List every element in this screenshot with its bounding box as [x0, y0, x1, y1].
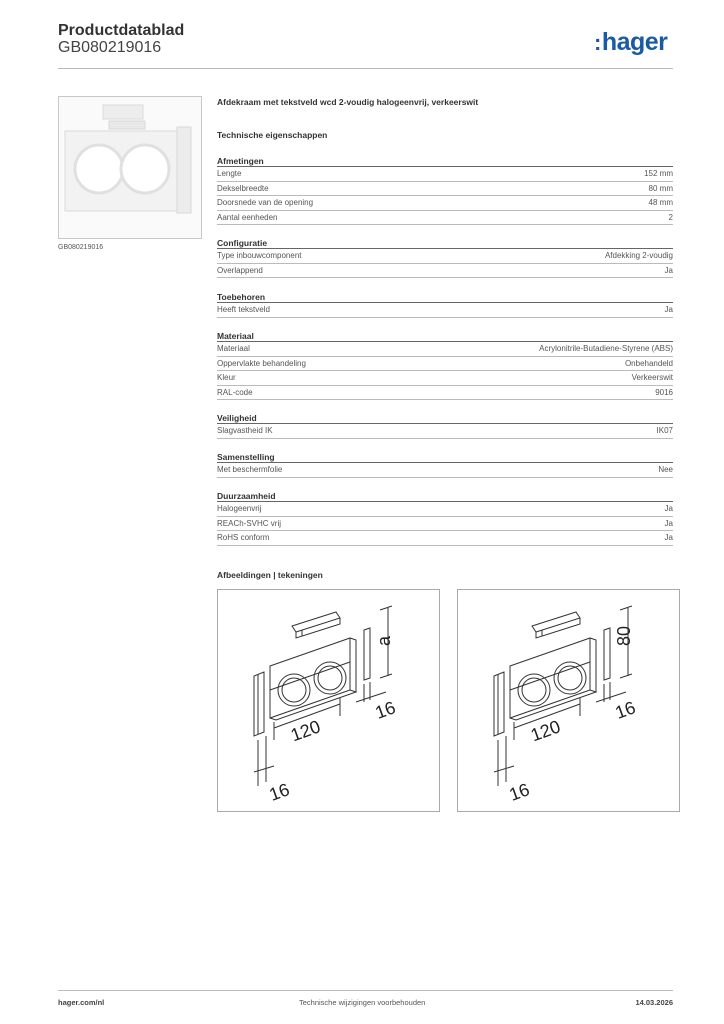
- section-accessories: [217, 291, 673, 318]
- footer-divider: [58, 990, 673, 991]
- spec-label: RAL-code: [217, 387, 253, 397]
- spec-value: Ja: [664, 518, 673, 528]
- photo-caption: GB080219016: [58, 244, 104, 251]
- spec-row: [217, 167, 673, 182]
- logo-text: hager: [601, 28, 668, 56]
- spec-value: Nee: [658, 465, 673, 474]
- spec-label: Lengte: [217, 169, 242, 178]
- spec-row: [217, 531, 673, 546]
- section-title: Toebehoren: [217, 291, 673, 303]
- spec-value: Ja: [664, 305, 673, 314]
- spec-row: [217, 196, 673, 211]
- technical-drawing: [217, 589, 440, 812]
- footer-website-link[interactable]: hager.com/nl: [58, 998, 105, 1007]
- spec-value: Acrylonitrile-Butadiene-Styrene (ABS): [539, 344, 673, 353]
- spec-label: REACh-SVHC vrij: [217, 518, 282, 528]
- technical-properties-title: Technische eigenschappen: [217, 130, 328, 140]
- spec-label: RoHS conform: [217, 533, 270, 543]
- product-code: GB080219016: [58, 39, 162, 56]
- spec-value: 48 mm: [648, 198, 673, 208]
- product-description: Afdekraam met tekstveld wcd 2-voudig halogeenvrij, verkeerswit: [217, 97, 479, 107]
- technical-drawing: [457, 589, 680, 812]
- spec-value: Ja: [664, 265, 673, 275]
- spec-row: [217, 211, 673, 226]
- spec-row: [217, 357, 673, 372]
- spec-label: Met beschermfolie: [217, 465, 283, 474]
- spec-label: Materiaal: [217, 344, 250, 353]
- drawing-svg: [218, 590, 439, 811]
- section-title: Samenstelling: [217, 451, 673, 463]
- section-safety: [217, 412, 673, 439]
- spec-row: [217, 502, 673, 517]
- spec-row: [217, 463, 673, 478]
- hager-logo: :hager: [594, 28, 668, 56]
- spec-label: Doorsnede van de opening: [217, 198, 314, 208]
- spec-label: Halogeenvrij: [217, 504, 262, 513]
- section-title: Afmetingen: [217, 155, 673, 167]
- footer-date: 14.03.2026: [635, 998, 673, 1007]
- spec-label: Heeft tekstveld: [217, 305, 270, 314]
- spec-value: 2: [668, 212, 673, 222]
- spec-value: Onbehandeld: [624, 358, 673, 368]
- section-composition: [217, 451, 673, 478]
- section-title: Materiaal: [217, 330, 673, 342]
- dim-width-label: 120: [527, 716, 564, 746]
- section-dimensions: [217, 155, 673, 225]
- spec-row: [217, 424, 673, 439]
- spec-value: Verkeerswit: [631, 373, 673, 383]
- spec-label: Kleur: [217, 373, 236, 383]
- spec-row: [217, 386, 673, 401]
- section-configuration: [217, 237, 673, 278]
- section-title: Duurzaamheid: [217, 490, 673, 502]
- spec-value: Ja: [664, 504, 673, 513]
- spec-value: 9016: [655, 387, 673, 397]
- drawing-svg: [458, 590, 679, 811]
- dim-depth-label: 16: [506, 779, 533, 805]
- document-title: Productdatablad: [58, 22, 185, 39]
- section-title: Configuratie: [217, 237, 673, 249]
- section-sustainability: [217, 490, 673, 546]
- spec-row: [217, 342, 673, 357]
- dim-height-label: a: [374, 635, 394, 646]
- dim-depth-label: 16: [266, 779, 293, 805]
- dim-side-label: 16: [612, 697, 639, 723]
- spec-row: [217, 182, 673, 197]
- dim-height-label: 80: [614, 625, 634, 646]
- spec-label: Aantal eenheden: [217, 212, 278, 222]
- spec-row: [217, 264, 673, 279]
- header-divider: [58, 68, 673, 69]
- spec-label: Oppervlakte behandeling: [217, 358, 306, 368]
- spec-label: Dekselbreedte: [217, 183, 269, 193]
- product-illustration: [59, 97, 201, 238]
- footer-disclaimer: Technische wijzigingen voorbehouden: [299, 998, 426, 1007]
- spec-row: [217, 371, 673, 386]
- spec-row: [217, 303, 673, 318]
- spec-row: [217, 517, 673, 532]
- dim-side-label: 16: [372, 697, 399, 723]
- spec-value: IK07: [656, 426, 673, 435]
- spec-value: Ja: [664, 533, 673, 543]
- product-image: [58, 96, 202, 239]
- section-material: [217, 330, 673, 400]
- spec-value: Afdekking 2-voudig: [604, 251, 673, 260]
- drawings-title: Afbeeldingen | tekeningen: [217, 570, 323, 580]
- spec-value: 152 mm: [644, 169, 673, 178]
- spec-row: [217, 249, 673, 264]
- spec-value: 80 mm: [648, 183, 673, 193]
- spec-label: Type inbouwcomponent: [217, 251, 302, 260]
- section-title: Veiligheid: [217, 412, 673, 424]
- dim-width-label: 120: [287, 716, 324, 746]
- spec-label: Overlappend: [217, 265, 263, 275]
- spec-label: Slagvastheid IK: [217, 426, 273, 435]
